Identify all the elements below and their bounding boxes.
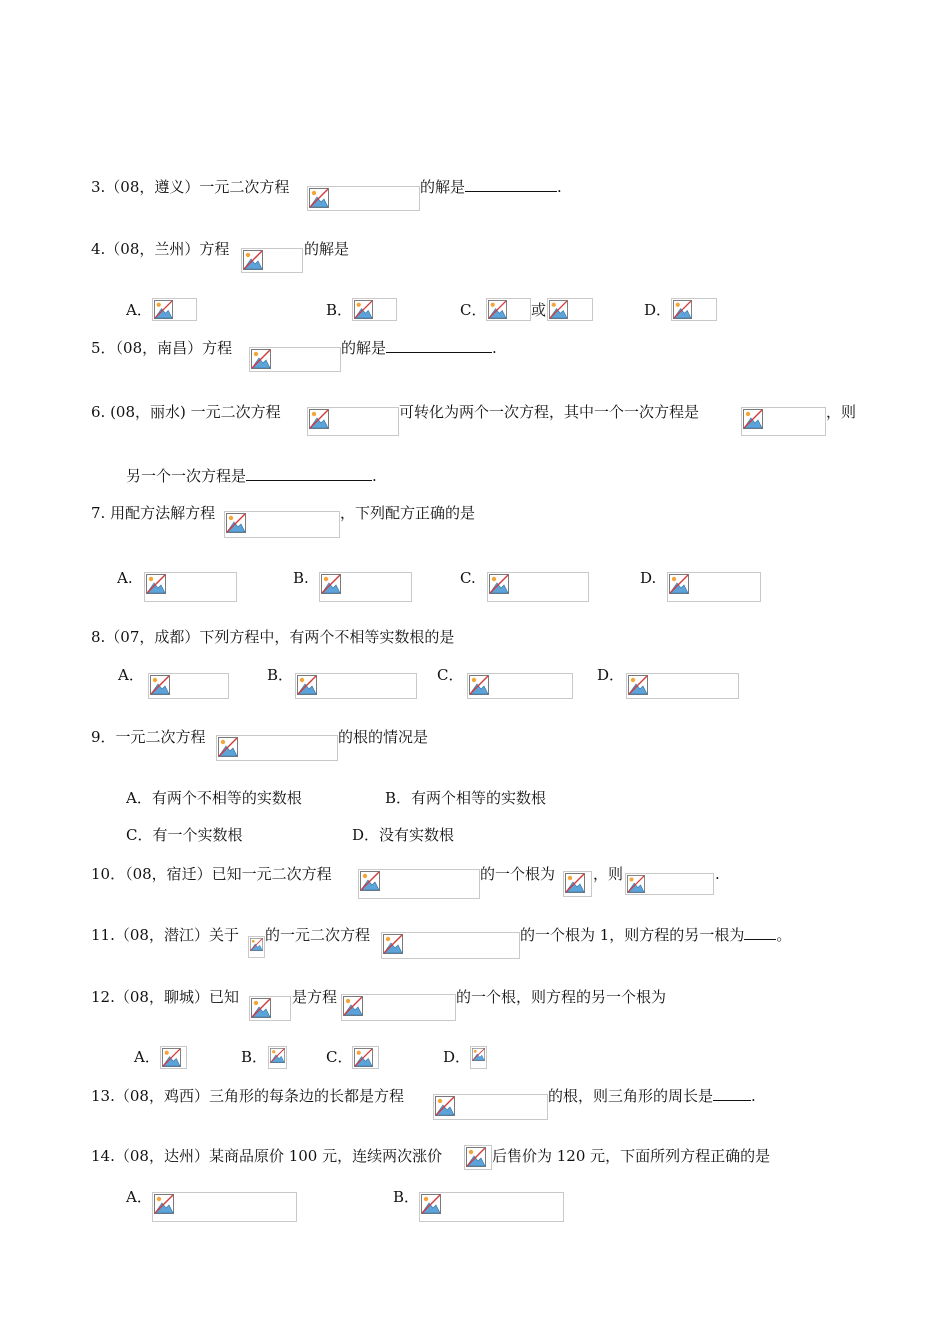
q5-equation-image [249,347,341,372]
q6-answer-blank [246,466,372,481]
q4-option-b-label: B． [326,301,353,319]
q5-answer-prompt: 的解是 . [341,339,497,357]
q7-option-b-label: B. [293,569,309,587]
q4-answer-prompt: 的解是 [304,240,350,258]
q7-option-d-label: D. [640,569,657,587]
q6-tail-text: ，则 [826,403,857,421]
q6-first-factor-image [741,407,826,436]
q4-option-c-image-1 [486,298,531,321]
q7-option-b-image [319,572,412,602]
q12-option-a-label: A． [134,1048,160,1066]
q9-text: 9．一元二次方程 [91,728,206,746]
q14-option-b-image [419,1192,564,1222]
q8-option-c-label: C． [437,666,464,684]
q12-option-d-image [470,1046,487,1069]
q11-tail-text: 的一个根为 1，则方程的另一根为 。 [520,926,792,944]
q14-tail-text: 后售价为 120 元，下面所列方程正确的是 [492,1147,771,1165]
q13-tail-text: 的根，则三角形的周长是 . [548,1087,756,1105]
q11-answer-blank [744,925,776,940]
q10-end: . [715,865,720,883]
q6-middle-text: 可转化为两个一次方程，其中一个一次方程是 [399,403,700,421]
q3-text: 3.（08，遵义）一元二次方程 [91,178,290,196]
q3-answer-blank [465,177,557,192]
q12-option-a-image [160,1046,187,1069]
q9-option-c: C．有一个实数根 [126,826,243,844]
q9-option-a: A．有两个不相等的实数根 [126,789,302,807]
q7-option-d-image [667,572,761,602]
q12-equation-image [341,994,456,1021]
q12-option-b-image [268,1046,287,1069]
q12-option-c-image [352,1046,379,1069]
q12-option-c-label: C． [326,1048,353,1066]
q4-text: 4.（08，兰州）方程 [91,240,230,258]
q7-option-c-image [487,572,589,602]
q7-option-a-label: A. [117,569,133,587]
q8-option-c-image [467,673,573,699]
q8-option-a-label: A． [118,666,144,684]
q5-text: 5．（08，南昌）方程 [91,339,233,357]
q8-option-d-image [626,673,739,699]
q7-option-a-image [144,572,237,602]
q14-option-a-image [152,1192,297,1222]
q14-text: 14.（08，达州）某商品原价 100 元，连续两次涨价 [91,1147,443,1165]
q10-root-image [563,871,592,897]
q4-option-c-image-2 [547,298,593,321]
q14-option-a-label: A． [126,1188,152,1206]
q7-tail-text: ，下列配方正确的是 [340,504,476,522]
q11-equation-image [381,932,520,959]
q7-option-c-label: C. [460,569,476,587]
q11-text: 11.（08，潜江）关于 [91,926,239,944]
q14-option-b-label: B． [393,1188,420,1206]
q7-equation-image [224,511,340,538]
q4-option-d-image [671,298,717,321]
q10-middle-text: 的一个根为 [480,865,556,883]
q9-option-d: D．没有实数根 [352,826,455,844]
q13-text: 13.（08，鸡西）三角形的每条边的长都是方程 [91,1087,404,1105]
q9-option-b: B．有两个相等的实数根 [385,789,547,807]
q9-equation-image [216,735,338,761]
q8-option-b-image [295,673,417,699]
q4-equation-image [241,248,303,273]
q4-option-c-label: C． [460,301,487,319]
q12-option-b-label: B． [241,1048,268,1066]
q6-line2: 另一个一次方程是 . [126,467,377,485]
q12-tail-text: 的一个根，则方程的另一个根为 [456,988,667,1006]
q6-text: 6. (08，丽水) 一元二次方程 [91,403,281,421]
q10-tail-text: ，则 [593,865,624,883]
q11-middle-text: 的一元二次方程 [265,926,371,944]
q12-option-d-label: D． [443,1048,471,1066]
q10-answer-image [625,873,714,895]
q10-equation-image [358,869,480,899]
q12-middle-text: 是方程 [292,988,338,1006]
q8-option-d-label: D． [597,666,625,684]
q8-text: 8.（07，成都）下列方程中，有两个不相等实数根的是 [91,628,455,646]
q6-equation-image [307,407,399,436]
q8-option-b-label: B． [267,666,294,684]
q13-equation-image [433,1094,548,1120]
q13-answer-blank [713,1086,751,1101]
q9-tail-text: 的根的情况是 [338,728,429,746]
q4-option-c-or: 或 [531,301,547,319]
q4-option-d-label: D． [644,301,672,319]
q11-variable-image [248,936,265,958]
q5-answer-blank [386,338,492,353]
q3-answer-prompt: 的解是 . [420,178,562,196]
q4-option-b-image [352,298,397,321]
q12-value-image [249,996,291,1021]
q4-option-a-label: A． [126,301,152,319]
q10-text: 10．（08，宿迁）已知一元二次方程 [91,865,332,883]
q7-text: 7. 用配方法解方程 [91,504,216,522]
q3-equation-image [307,186,420,211]
q4-option-a-image [152,298,197,321]
q14-rate-image [464,1145,492,1170]
q12-text: 12.（08，聊城）已知 [91,988,239,1006]
q8-option-a-image [148,673,229,699]
